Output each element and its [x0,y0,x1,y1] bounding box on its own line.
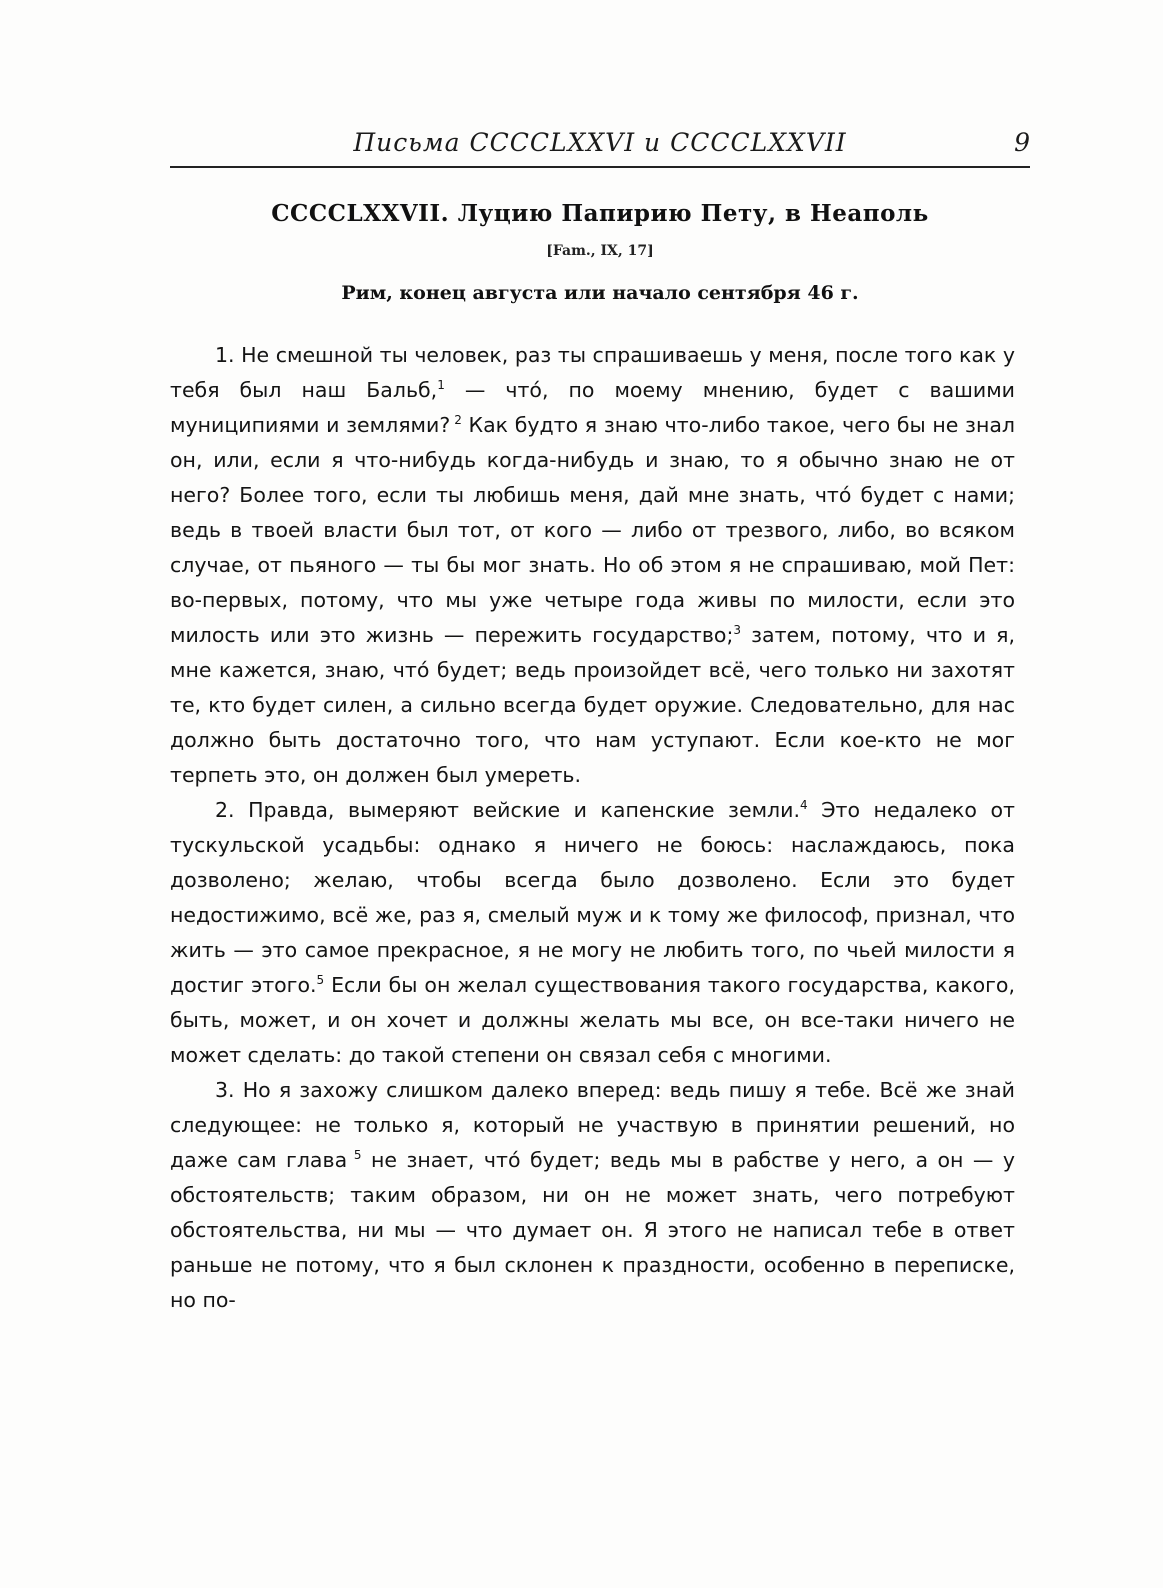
paragraph-1-text-a: 1. Не смешной ты человек, раз ты спрашиваешь у меня, после того как у тебя был наш Бальб, [170,343,1015,402]
footnote-ref: 5 [316,973,325,988]
paragraph-2-text-c: Если бы он желал существования такого государства, какого, быть, может, и он хочет и должны желать мы все, он все-таки ничего не может сделать: до такой степени он связал себя с многими. [170,973,1015,1067]
letter-title: CCCCLXXVII. Луцию Папирию Пету, в Неаполь [271,200,929,227]
footnote-ref: 2 [450,413,462,428]
paragraph-1-text-c: Как будто я знаю что-либо такое, чего бы не знал он, или, если я что-нибудь когда-нибудь и знаю, то я обычно знаю не от него? Более того, если ты любишь меня, дай мне знать, что́ будет с нами; ведь в твоей власти был тот, от кого — либо от трезвого, либо, во всяком случае, от пьяного — ты бы мог знать. Но об этом я не спрашиваю, мой Пет: во-первых, потому, что мы уже четыре года живы по милости, если это милость или это жизнь — пережить государство; [170,413,1016,647]
page-number: 9 [1014,128,1030,157]
running-title: Письма CCCCLXXVI и CCCCLXXVII [353,128,847,157]
paragraph-2 [170,793,1015,1073]
paragraph-2-text-b: Это недалеко от тускульской усадьбы: однако я ничего не боюсь: наслаждаюсь, пока дозволено; желаю, чтобы всегда было дозволено. Если это будет недостижимо, всё же, раз я, смелый муж и к тому же философ, признал, что жить — это самое прекрасное, я не могу не любить того, по чьей милости я достиг этого. [170,798,1015,997]
paragraph-3 [170,1073,1015,1318]
source-reference: [Fam., IX, 17] [546,243,654,259]
running-head [170,128,1030,168]
paragraph-3-text-a: 3. Но я захожу слишком далеко вперед: ведь пишу я тебе. Всё же знай следующее: не только я, который не участвую в принятии решений, но даже сам глава [170,1078,1015,1172]
footnote-ref: 4 [799,798,808,813]
paragraph-1-text-d: затем, потому, что и я, мне кажется, знаю, что́ будет; ведь произойдет всё, чего только ни захотят те, кто будет силен, а сильно всегда будет оружие. Следовательно, для нас должно быть достаточно того, что нам уступают. Если кое-кто не мог терпеть это, он должен был умереть. [170,623,1016,787]
footnote-ref: 5 [347,1148,362,1163]
paragraph-3-text-b: не знает, что́ будет; ведь мы в рабстве у него, а он — у обстоятельств; таким образом, ни он не может знать, чего потребуют обстоятельства, ни мы — что думает он. Я этого не написал тебе в ответ раньше не потому, что я был склонен к праздности, особенно в переписке, но по- [170,1148,1015,1312]
footnote-ref: 1 [437,378,445,393]
footnote-ref: 3 [733,623,742,638]
letter-body [170,338,1015,1318]
paragraph-1-text-b: — что́, по моему мнению, будет с вашими муниципиями и землями? [170,378,1016,437]
dateline: Рим, конец августа или начало сентября 46 г. [341,282,859,304]
paragraph-2-text-a: 2. Правда, вымеряют вейские и капенские земли. [215,798,800,822]
paragraph-1 [170,338,1015,793]
header-rule [170,166,1030,168]
